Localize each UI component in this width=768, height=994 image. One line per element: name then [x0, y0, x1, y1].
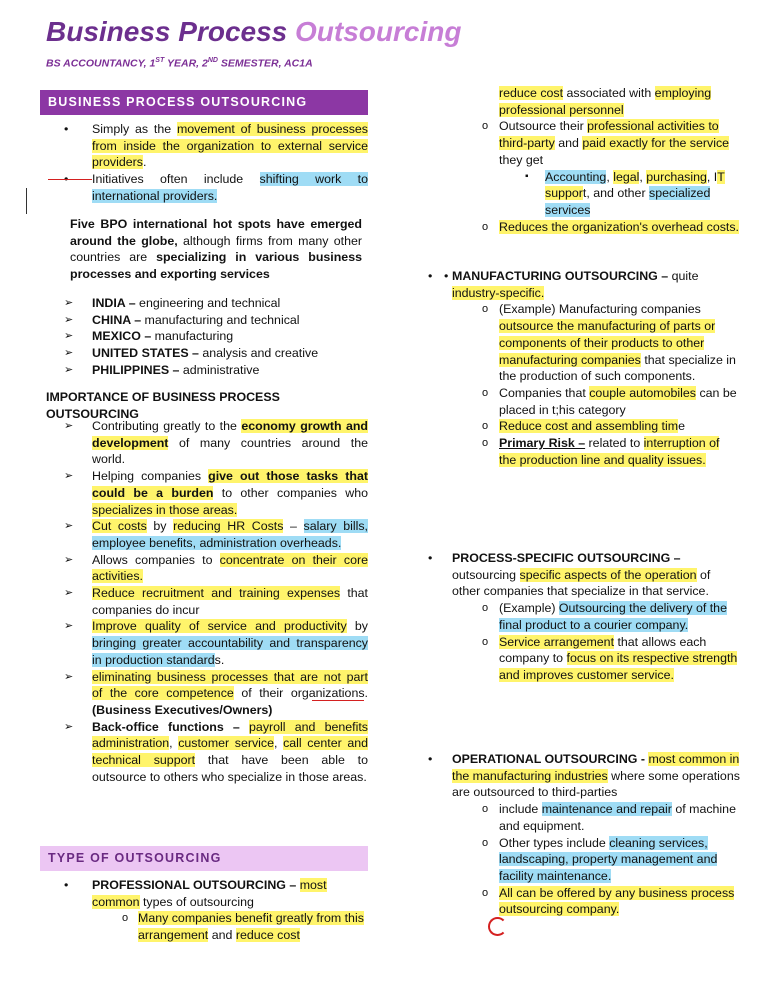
list-item: • Initiatives often include shifting work to international providers.	[40, 171, 368, 204]
document-title	[46, 12, 461, 52]
list-item: ➢ Allows companies to concentrate on their core activities.	[40, 552, 368, 585]
importance-heading: IMPORTANCE OF BUSINESS PROCESS OUTSOURCING	[46, 390, 280, 421]
list-item: ➢ CHINA – manufacturing and technical	[40, 312, 368, 329]
hotspots-paragraph: Five BPO international hot spots have emerged around the globe, although firms from many other countries are specializing in various business processes and exporting services	[70, 217, 362, 282]
list-item: o All can be offered by any business process outsourcing company.	[452, 885, 740, 918]
list-item: ▪ Accounting, legal, purchasing, IT support, and other specialized services	[499, 169, 740, 219]
countries-list	[40, 295, 368, 379]
list-item: o (Example) Outsourcing the delivery of the final product to a courier company.	[452, 600, 740, 633]
list-item: o Other types include cleaning services, landscaping, property management and facility maintenance.	[452, 835, 740, 885]
section-banner-bpo: BUSINESS PROCESS OUTSOURCING	[40, 90, 368, 115]
document-subtitle: BS ACCOUNTANCY, 1ST YEAR, 2ND SEMESTER, AC1A	[46, 57, 313, 70]
list-item: o Reduces the organization's overhead costs.	[452, 219, 740, 236]
list-item: o include maintenance and repair of machine and equipment.	[452, 801, 740, 834]
list-item: ➢ Contributing greatly to the economy growth and development of many countries around the world.	[40, 418, 368, 468]
professional-outsourcing	[40, 877, 368, 944]
underline-mark	[312, 700, 364, 701]
list-item: ➢ MEXICO – manufacturing	[40, 328, 368, 345]
list-item: ➢ INDIA – engineering and technical	[40, 295, 368, 312]
list-item: o Reduce cost and assembling time	[452, 418, 740, 435]
manufacturing-outsourcing	[420, 268, 740, 468]
title-part2: Outsourcing	[295, 16, 462, 47]
red-circle-mark	[488, 917, 507, 936]
list-item: • • MANUFACTURING OUTSOURCING – quite industry-specific. o (Example) Manufacturing companies outsource the manufacturing of parts or components of their products to other manufacturing companies that specialize in the production of such components. o Companies that couple automobiles can be placed in t;his category o Reduce cost and assembling time o Primary Risk – related to interruption of the production line and quality issues.	[420, 268, 740, 468]
list-item: • Simply as the movement of business processes from inside the organization to external service providers.	[40, 121, 368, 171]
section-banner-types: TYPE OF OUTSOURCING	[40, 846, 368, 871]
importance-list	[40, 418, 368, 785]
text-cursor	[26, 188, 27, 214]
list-item: o Service arrangement that allows each company to focus on its respective strength and improves customer service.	[452, 634, 740, 684]
strike-mark	[48, 179, 92, 180]
list-item: • PROFESSIONAL OUTSOURCING – most common types of outsourcing o Many companies benefit greatly from this arrangement and reduce cost	[40, 877, 368, 944]
professional-continued: reduce cost associated with employing professional personnel o Outsource their professional activities to third-party and paid exactly for the service they get ▪ Accounting, legal, purchasing, IT support, and other specialized services o Reduces the organization's overhead costs.	[452, 85, 740, 235]
list-item: o Many companies benefit greatly from this arrangement and reduce cost	[92, 910, 368, 943]
list-item: ➢ Back-office functions – payroll and benefits administration, customer service, call center and technical support that have been able to outsource to others who specialize in those areas.	[40, 719, 368, 786]
list-item: o Outsource their professional activities to third-party and paid exactly for the service they get ▪ Accounting, legal, purchasing, IT support, and other specialized services	[452, 118, 740, 218]
list-item: • PROCESS-SPECIFIC OUTSOURCING – outsourcing specific aspects of the operation of other companies that specialize in that service. o (Example) Outsourcing the delivery of the final product to a courier company. o Service arrangement that allows each company to focus on its respective strength and improves customer service.	[420, 550, 740, 684]
list-item: ➢ Improve quality of service and productivity by bringing greater accountability and transparency in production standards.	[40, 618, 368, 668]
list-item: o Primary Risk – related to interruption of the production line and quality issues.	[452, 435, 740, 468]
list-item: o Companies that couple automobiles can be placed in t;his category	[452, 385, 740, 418]
bpo-definition-list	[40, 121, 368, 205]
operational-outsourcing	[420, 751, 740, 918]
list-item: ➢ Reduce recruitment and training expenses that companies do incur	[40, 585, 368, 618]
list-item: ➢ UNITED STATES – analysis and creative	[40, 345, 368, 362]
list-item: ➢ Cut costs by reducing HR Costs – salary bills, employee benefits, administration overheads.	[40, 518, 368, 551]
list-item: • OPERATIONAL OUTSOURCING - most common in the manufacturing industries where some operations are outsourced to third-parties o include maintenance and repair of machine and equipment. o Other types include cleaning services, landscaping, property management and facility maintenance. o All can be offered by any business process outsourcing company.	[420, 751, 740, 918]
list-item: ➢ PHILIPPINES – administrative	[40, 362, 368, 379]
title-part1: Business Process	[46, 16, 288, 47]
list-item: o (Example) Manufacturing companies outsource the manufacturing of parts or components of their products to other manufacturing companies that specialize in the production of such components.	[452, 301, 740, 385]
process-specific-outsourcing	[420, 550, 740, 684]
list-item: ➢ eliminating business processes that are not part of the core competence of their organizations. (Business Executives/Owners)	[40, 669, 368, 719]
list-item: ➢ Helping companies give out those tasks that could be a burden to other companies who specializes in those areas.	[40, 468, 368, 518]
